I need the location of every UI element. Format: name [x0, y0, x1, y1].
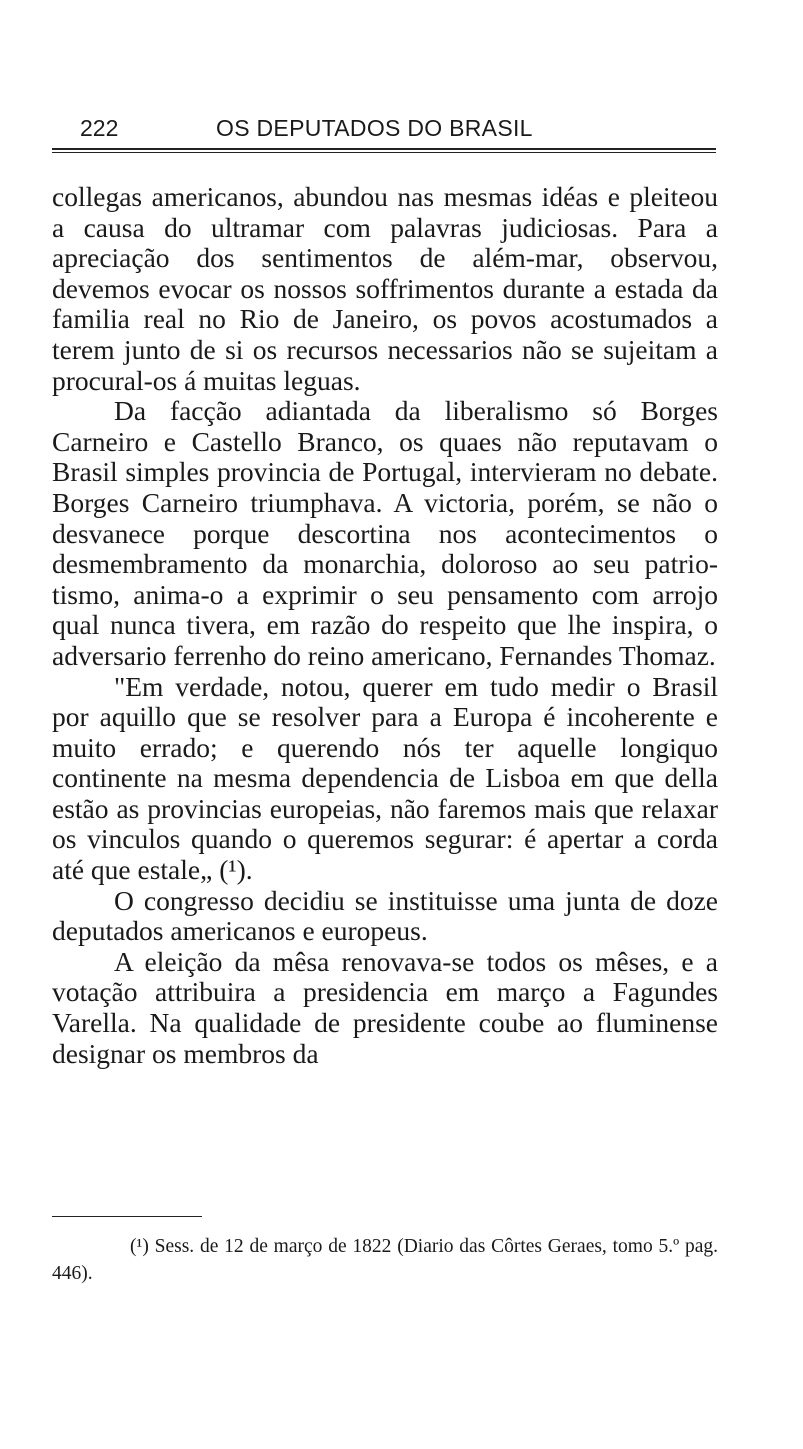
footnote-rule [52, 1216, 202, 1217]
paragraph-1: collegas americanos, abundou nas mesmas idéas e pleiteou a causa do ultramar com palavras judiciosas. Para a apreciação dos sentimentos de além-mar, observou, devemos evocar os nossos soffrimentos durante a estada da familia real no Rio de Janeiro, os povos acostumados a terem junto de si os recursos necessarios não se sujeitam a procural-os á muitas leguas. [52, 181, 718, 396]
book-page [52, 0, 720, 1449]
paragraph-2: Da facção adiantada da liberalismo só Borges Carneiro e Castello Branco, os quaes não reputavam o Brasil simples provincia de Portugal, intervieram no debate. Borges Carneiro triumphava. A victoria, porém, se não o desvanece porque descortina nos acontecimentos o desmembramento da monarchia, doloroso ao seu patriotismo, anima-o a exprimir o seu pensamento com arrojo qual nunca tivera, em razão do respeito que lhe inspira, o adversario ferrenho do reino americano, Fernandes Thomaz. [52, 395, 718, 671]
running-title: OS DEPUTADOS DO BRASIL [216, 115, 533, 141]
page-header [80, 112, 720, 144]
body-text [52, 182, 718, 1069]
footnote: (¹) Sess. de 12 de março de 1822 (Diario das Côrtes Geraes, tomo 5.º pag. 446). [52, 1236, 718, 1284]
header-rule [52, 148, 716, 153]
paragraph-3-quotation: "Em verdade, notou, querer em tudo medir o Brasil por aquillo que se resolver para a Europa é incoherente e muito errado; e querendo nós ter aquelle longiquo continente na mesma dependencia de Lisboa em que della estão as provincias europeias, não faremos mais que relaxar os vinculos quando o queremos segurar: é apertar a corda até que estale„ (¹). [52, 670, 718, 886]
paragraph-4: O congresso decidiu se instituisse uma junta de doze deputados americanos e europeus. [52, 884, 718, 947]
page-number: 222 [80, 115, 119, 141]
paragraph-5: A eleição da mêsa renovava-se todos os mêses, e a votação attribuira a presidencia em março a Fagundes Varella. Na qualidade de presidente coube ao fluminense designar os membros da [52, 945, 718, 1069]
